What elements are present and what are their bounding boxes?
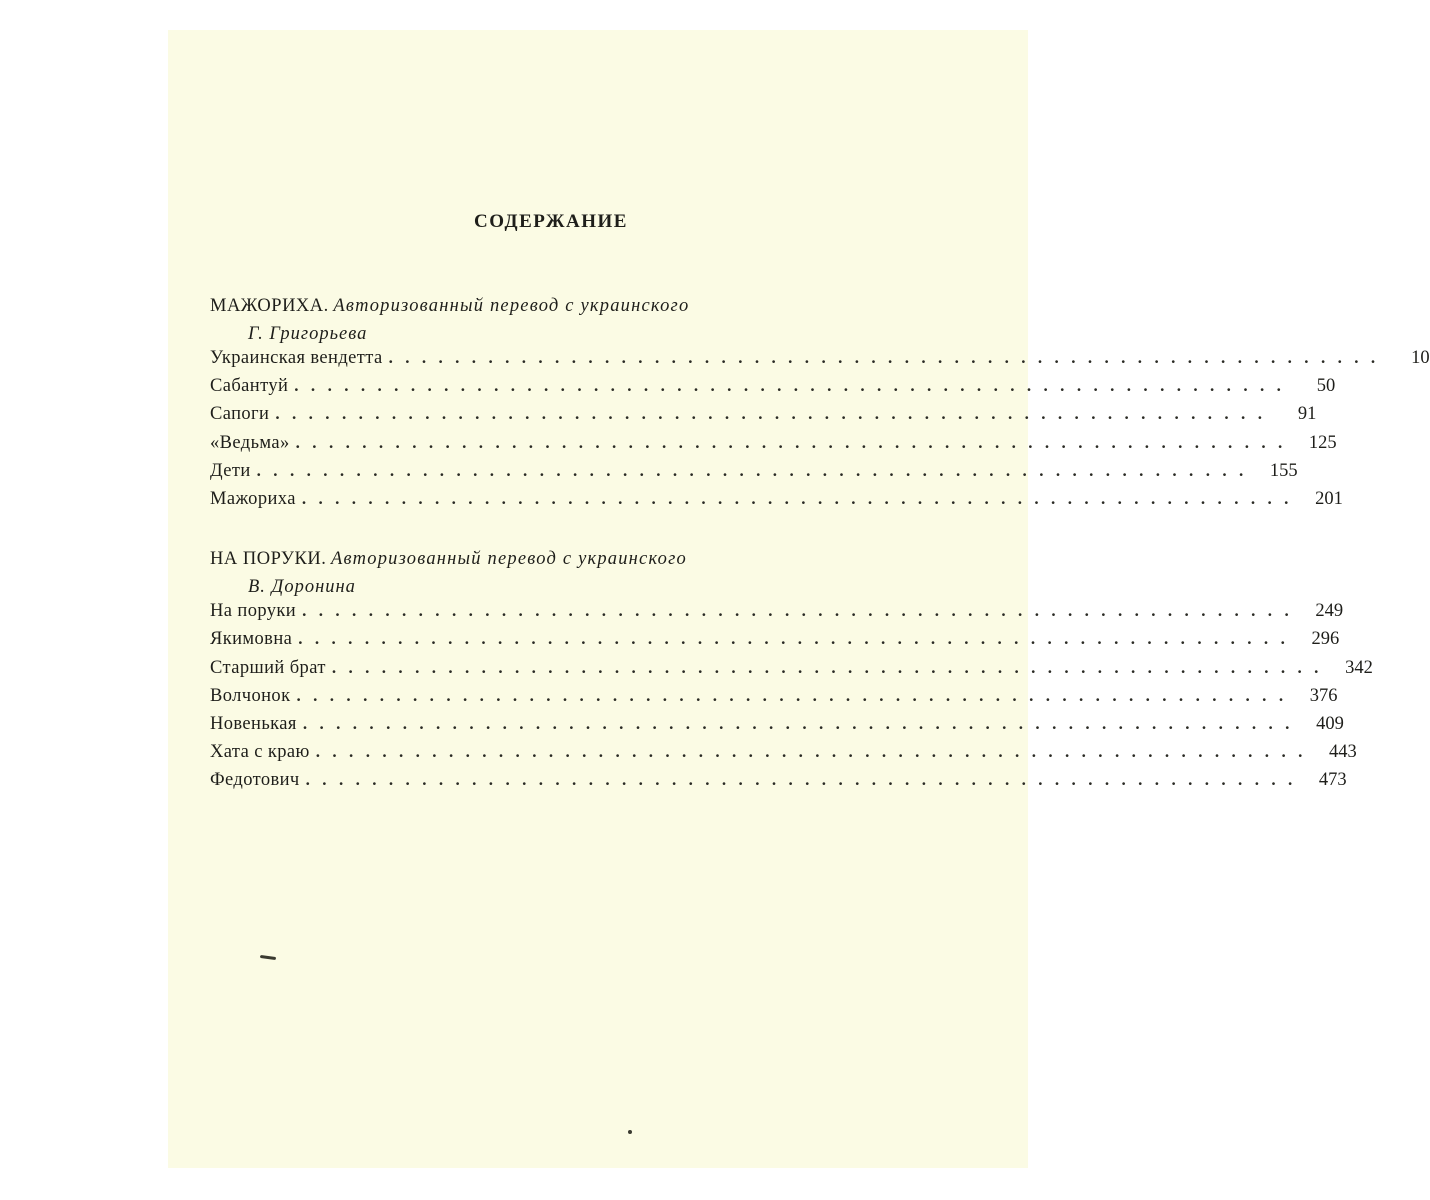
toc-entry bbox=[210, 348, 1430, 376]
toc-entry-title: Сапоги bbox=[210, 404, 270, 425]
page-title: СОДЕРЖАНИЕ bbox=[474, 211, 628, 232]
toc-entry-page: 50 bbox=[1316, 376, 1336, 397]
dot-leader: ............................................................ bbox=[275, 404, 1275, 424]
toc-entry-title: Дети bbox=[210, 460, 251, 481]
toc-entry-title: Якимовна bbox=[210, 629, 293, 650]
book-page bbox=[168, 30, 1430, 1168]
dot-leader: ............................................................ bbox=[296, 685, 1296, 705]
dot-leader: ............................................................ bbox=[388, 348, 1388, 367]
dot-leader: ............................................................ bbox=[302, 713, 1302, 733]
section-translator: Г. Григорьева bbox=[248, 324, 368, 344]
section-spacer bbox=[210, 517, 886, 545]
toc-entry bbox=[210, 488, 1343, 517]
scan-speck bbox=[628, 1130, 632, 1134]
toc-entry-page: 443 bbox=[1329, 742, 1357, 763]
toc-entry-page: 473 bbox=[1318, 770, 1347, 791]
toc-entry bbox=[210, 432, 1337, 461]
toc-entry-page: 201 bbox=[1315, 488, 1343, 509]
toc-entry-page: 125 bbox=[1308, 432, 1337, 453]
section-title: МАЖОРИХА. bbox=[210, 296, 329, 316]
toc-entry-title: «Ведьма» bbox=[210, 432, 290, 453]
toc-entry bbox=[210, 601, 1344, 629]
dot-leader: ............................................................ bbox=[301, 488, 1301, 508]
section-title: НА ПОРУКИ. bbox=[210, 549, 327, 570]
toc-entry-title: Федотович bbox=[210, 770, 300, 791]
dot-leader: ............................................................ bbox=[256, 460, 1256, 480]
toc-entry-title: На поруки bbox=[210, 601, 297, 622]
dot-leader: ............................................................ bbox=[295, 432, 1295, 452]
dot-leader: ............................................................ bbox=[294, 376, 1294, 396]
toc-entry-title: Старший брат bbox=[210, 657, 326, 678]
toc-entry-title: Украинская вендетта bbox=[210, 348, 383, 368]
dot-leader: ............................................................ bbox=[305, 770, 1305, 790]
dot-leader: ............................................................ bbox=[298, 629, 1298, 649]
toc-entry bbox=[210, 460, 1298, 489]
toc-entry bbox=[210, 629, 1340, 657]
section-subtitle: Авторизованный перевод с украинского bbox=[333, 296, 690, 316]
section-subtitle: Авторизованный перевод с украинского bbox=[330, 549, 687, 570]
toc-entry-title: Хата с краю bbox=[210, 742, 310, 763]
section-heading bbox=[210, 292, 886, 320]
section-heading bbox=[210, 545, 886, 573]
toc-entry-page: 10 bbox=[1411, 348, 1430, 368]
toc-entry-page: 155 bbox=[1269, 460, 1298, 481]
toc-entry bbox=[210, 404, 1317, 432]
table-of-contents bbox=[210, 292, 1430, 798]
toc-entry-title: Мажориха bbox=[210, 488, 296, 509]
section-translator: В. Доронина bbox=[248, 577, 356, 598]
toc-entry-title: Сабантуй bbox=[210, 376, 289, 397]
toc-entry bbox=[210, 742, 1357, 770]
toc-entry bbox=[210, 376, 1336, 404]
dot-leader: ............................................................ bbox=[302, 601, 1302, 621]
toc-entry-page: 296 bbox=[1311, 629, 1340, 650]
toc-entry bbox=[210, 685, 1338, 714]
toc-entry bbox=[210, 657, 1373, 686]
toc-entry-page: 249 bbox=[1315, 601, 1344, 622]
toc-entry-title: Новенькая bbox=[210, 713, 297, 734]
dot-leader: ............................................................ bbox=[315, 742, 1315, 762]
dot-leader: ............................................................ bbox=[331, 657, 1331, 677]
toc-entry-title: Волчонок bbox=[210, 685, 291, 706]
toc-entry-page: 342 bbox=[1345, 657, 1373, 678]
toc-entry bbox=[210, 713, 1344, 742]
toc-entry-page: 376 bbox=[1309, 685, 1338, 706]
toc-entry bbox=[210, 770, 1347, 798]
scan-speck bbox=[260, 955, 276, 960]
toc-entry-page: 409 bbox=[1316, 713, 1344, 734]
toc-entry-page: 91 bbox=[1297, 404, 1317, 425]
